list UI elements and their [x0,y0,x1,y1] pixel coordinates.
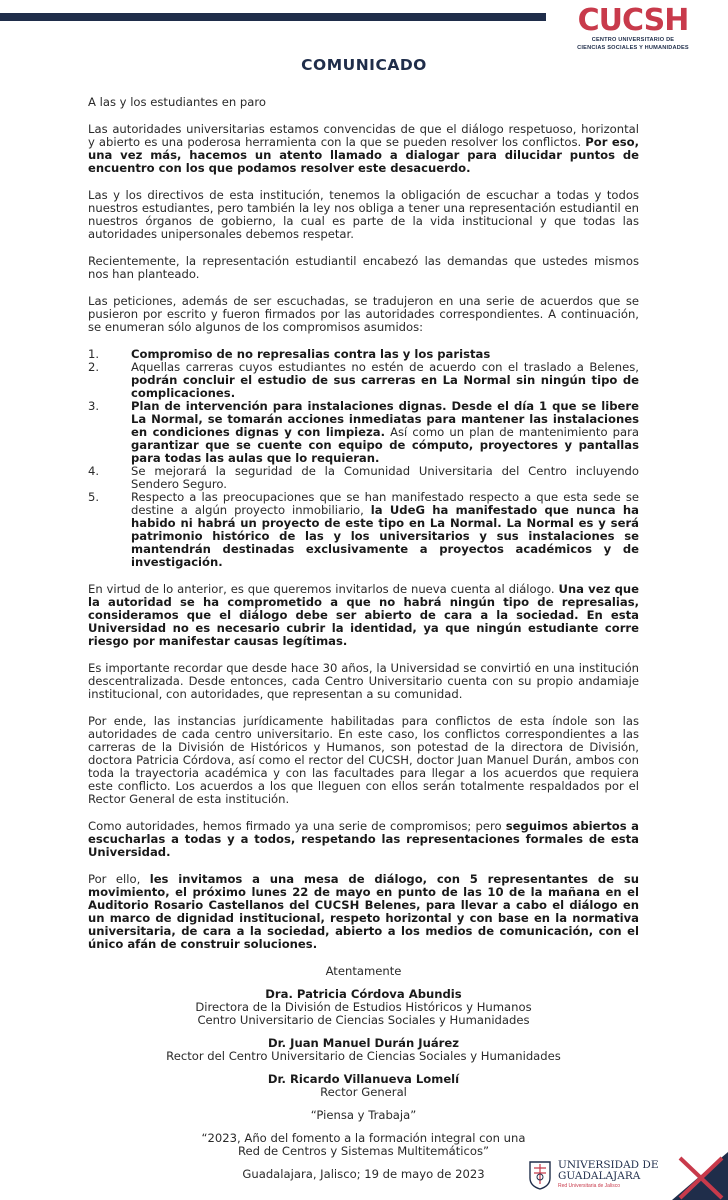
signer-1-role-2: Centro Universitario de Ciencias Sociales y Humanidades [197,1013,530,1027]
list-item [88,361,639,400]
paragraph-3: Recientemente, la representación estudiantil encabezó las demandas que ustedes mismos nos han planteado. [88,254,639,281]
list-number: 3. [88,399,100,413]
logo-subtitle-1: CENTRO UNIVERSITARIO DE [591,37,675,43]
list-bold: garantizar que se cuente con equipo de cómputo, proyectores y pantallas para todas las aulas que lo requieran. [131,438,639,465]
paragraph-4: Las peticiones, además de ser escuchadas, se tradujeron en una serie de acuerdos que se pusieron por escrito y fueron firmados por las autoridades correspondientes. A continuación, se enumeran sólo algunos de los compromisos asumidos: [88,294,639,334]
header-bar [0,13,546,21]
greeting: A las y los estudiantes en paro [88,95,266,109]
paragraph-9-bold: les invitamos a una mesa de diálogo, con 5 representantes de su movimiento, el próximo lunes 22 de mayo en punto de las 10 de la mañana en el Auditorio Rosario Castellanos del CUCSH Belenes, para llevar a cabo el diálogo en un marco de dignidad institucional, respeto horizontal y con base en la normativa universitaria, de cara a la sociedad, abierto a los medios de comunicación, con el único afán de construir soluciones. [88,872,639,951]
paragraph-2: Las y los directivos de esta institución, tenemos la obligación de escuchar a todas y todos nuestros estudiantes, pero también la ley nos obliga a tener una representación estudiantil en nuestros órganos de gobierno, la cual es parte de la vida institucional y que todas las autoridades unipersonales debemos respetar. [88,188,639,241]
udg-line-2: GUADALAJARA [558,1170,641,1182]
list-text: Así como un plan de mantenimiento para [384,425,639,439]
udg-line-1: UNIVERSIDAD DE [558,1159,659,1171]
list-text: Aquellas carreras cuyos estudiantes no estén de acuerdo con el traslado a Belenes, [131,360,639,374]
signer-2-name-text: Dr. Juan Manuel Durán Juárez [268,1036,459,1050]
udg-name [558,1160,659,1182]
place-date: Guadalajara, Jalisco; 19 de mayo de 2023 [242,1167,485,1181]
paragraph-6: Es importante recordar que desde hace 30 años, la Universidad se convirtió en una institución descentralizada. Desde entonces, cada Centro Universitario cuenta con su propio andamiaje institucional, con autoridades, que representan a su comunidad. [88,661,639,701]
logo-word: CUCSH [577,3,689,38]
closing: Atentamente [325,964,402,978]
udg-seal-icon [528,1158,552,1190]
signer-2-role: Rector del Centro Universitario de Ciencias Sociales y Humanidades [166,1049,561,1063]
signature-block [88,965,639,1181]
paragraph-5-text: En virtud de lo anterior, es que queremos invitarlos de nueva cuenta al diálogo. [88,582,559,596]
paragraph-7: Por ende, las instancias jurídicamente habilitadas para conflictos de esta índole son las autoridades de cada centro universitario. En este caso, los conflictos correspondientes a las carreras de la División de Históricos y Humanos, son potestad de la directora de División, doctora Patricia Córdova, así como el rector del CUCSH, doctor Juan Manuel Durán, ambos con toda la trayectoria académica y con las facultades para llegar a los acuerdos que requiera este conflicto. Los acuerdos a los que lleguen con ellos serán totalmente respaldados por el Rector General de esta institución. [88,714,639,806]
signer-1-role-1: Directora de la División de Estudios Históricos y Humanos [195,1000,532,1014]
paragraph-1-bold: Por eso, una vez más, hacemos un atento llamado a dialogar para dilucidar puntos de encuentro con los que podamos resolver este desacuerdo. [88,135,639,175]
list-number: 1. [88,347,100,361]
list-number: 4. [88,464,100,478]
paragraph-5-bold: Una vez que la autoridad se ha comprometido a que no habrá ningún tipo de represalias, consideramos que el diálogo debe ser abierto de cara a la sociedad. En esta Universidad no es necesario cubrir la identidad, ya que ningún estudiante corre riesgo por manifestar causas legítimas. [88,582,639,648]
list-number: 2. [88,360,100,374]
udg-subtitle: Red Universitaria de Jalisco [558,1183,620,1189]
signer-3-name-text: Dr. Ricardo Villanueva Lomelí [267,1072,460,1086]
signer-3-role: Rector General [320,1085,407,1099]
list-bold: Plan de intervención para instalaciones dignas. Desde el día 1 que se libere La Normal, se tomarán acciones inmediatas para mantener las instalaciones en condiciones dignas y con limpieza. [131,399,639,439]
list-item [88,491,639,569]
logo-subtitle-2: CIENCIAS SOCIALES Y HUMANIDADES [577,44,689,51]
list-bold: podrán concluir el estudio de sus carreras en La Normal sin ningún tipo de complicaciones. [131,373,639,400]
paragraph-9 [88,873,639,951]
paragraph-1 [88,123,639,175]
paragraph-8-bold: seguimos abiertos a escucharlas a todas y a todos, respetando las representaciones formales de esta Universidad. [88,819,639,859]
document-body [88,96,639,1181]
paragraph-5 [88,583,639,648]
motto: “Piensa y Trabaja” [310,1108,417,1122]
list-text: Respecto a las preocupaciones que se han manifestado respecto a que esta sede se destine a algún proyecto inmobiliario, [131,490,639,517]
list-number: 5. [88,490,100,504]
paragraph-1-text: Las autoridades universitarias estamos convencidas de que el diálogo respetuoso, horizontal y abierto es una poderosa herramienta con la que se pueden resolver los conflictos. [88,122,639,149]
corner-decoration [672,1152,728,1200]
commitments-list [88,348,639,569]
list-text: Se mejorará la seguridad de la Comunidad Universitaria del Centro incluyendo Sendero Seguro. [131,464,639,491]
page-title: COMUNICADO [301,56,427,74]
cucsh-logo [568,3,698,51]
signer-1-name-text: Dra. Patricia Córdova Abundis [265,987,462,1001]
udg-logo [528,1156,668,1194]
year-line-2: Red de Centros y Sistemas Multitemáticos” [237,1144,489,1158]
paragraph-8 [88,820,639,859]
list-bold: la UdeG ha manifestado que nunca ha habido ni habrá un proyecto de este tipo en La Normal. La Normal es y será patrimonio histórico de las y los universitarios y sus instalaciones se mantendrán destinadas exclusivamente a proyectos académicos y de investigación. [131,503,639,569]
list-item [88,465,639,491]
list-item [88,400,639,465]
year-line-1: “2023, Año del fomento a la formación integral con una [201,1131,526,1145]
paragraph-8-text: Como autoridades, hemos firmado ya una serie de compromisos; pero [88,819,506,833]
paragraph-9-text: Por ello, [88,872,150,886]
list-bold: Compromiso de no represalias contra las y los paristas [131,347,491,361]
